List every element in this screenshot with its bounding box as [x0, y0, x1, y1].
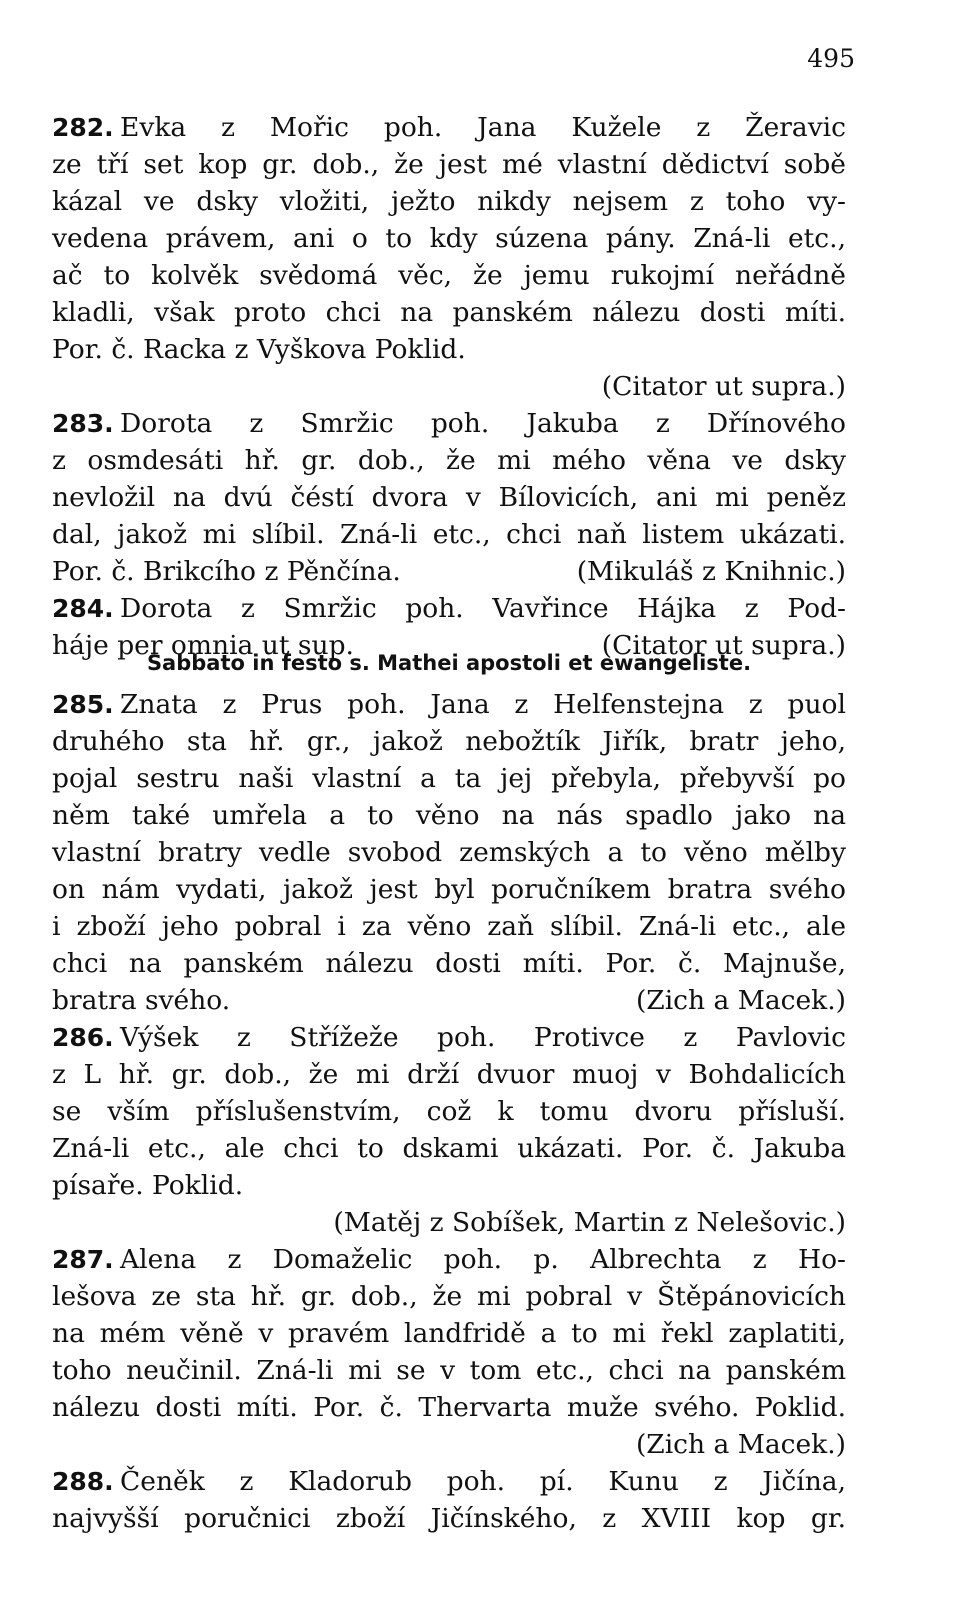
entry-282-line-6: kladli, však proto chci na panském nálezu dosti míti. — [52, 297, 846, 328]
entry-286-line-3: se vším příslušenstvím, což k tomu dvoru přísluší. — [52, 1096, 846, 1127]
entry-text: Dorota z Smržic poh. Vavřince Hájka z Pod- — [120, 593, 846, 624]
entry-number: 288. — [52, 1467, 114, 1496]
entry-285-line-9a: bratra svého. — [52, 985, 231, 1016]
entry-288-line-1 — [52, 1462, 846, 1502]
entry-286-line-5: písaře. Poklid. — [52, 1170, 244, 1201]
entry-number: 286. — [52, 1023, 114, 1052]
entry-287-line-5: nálezu dosti míti. Por. č. Thervarta muže svého. Poklid. — [52, 1392, 846, 1423]
entry-287-line-3: na mém věně v pravém landfridě a to mi řekl zaplatiti, — [52, 1318, 846, 1349]
entry-number: 284. — [52, 594, 114, 623]
entry-286-line-1 — [52, 1018, 846, 1058]
entry-282-line-5: ač to kolvěk svědomá věc, že jemu rukojmí neřádně — [52, 260, 846, 291]
entry-number: 287. — [52, 1245, 114, 1274]
entry-287-line-1 — [52, 1240, 846, 1280]
entry-text: Výšek z Střížeže poh. Protivce z Pavlovic — [120, 1022, 846, 1053]
entry-286-line-4: Zná-li etc., ale chci to dskami ukázati. Por. č. Jakuba — [52, 1133, 846, 1164]
entry-282-line-7: Por. č. Racka z Vyškova Poklid. — [52, 334, 466, 365]
entry-283-line-5a: Por. č. Brikcího z Pěnčína. — [52, 556, 401, 587]
entry-text: Znata z Prus poh. Jana z Helfenstejna z puol — [120, 689, 846, 720]
entry-285-line-5: vlastní bratry vedle svobod zemských a to věno mělby — [52, 837, 846, 868]
entry-number: 282. — [52, 113, 114, 142]
section-heading: Sabbato in festo s. Mathei apostoli et ewangeliste. — [146, 651, 752, 675]
entry-text: Evka z Mořic poh. Jana Kužele z Žeravic — [120, 112, 846, 143]
entry-284-line-2b: (Citator ut supra.) — [601, 630, 846, 661]
entry-286-line-2: z L hř. gr. dob., že mi drží dvuor muoj v Bohdalicích — [52, 1059, 846, 1090]
entry-282-citator: (Citator ut supra.) — [601, 371, 846, 402]
entry-282-line-1 — [52, 108, 846, 148]
entry-283-line-4: dal, jakož mi slíbil. Zná-li etc., chci naň listem ukázati. — [52, 519, 846, 550]
entry-285-line-4: něm také umřela a to věno na nás spadlo jako na — [52, 800, 846, 831]
entry-283-line-5b: (Mikuláš z Knihnic.) — [576, 556, 846, 587]
entry-text: Dorota z Smržic poh. Jakuba z Dřínového — [120, 408, 846, 439]
page-number: 495 — [807, 44, 855, 73]
entry-285-line-9b: (Zich a Macek.) — [635, 985, 846, 1016]
entry-number: 283. — [52, 409, 114, 438]
entry-285-line-2: druhého sta hř. gr., jakož nebožtík Jiřík, bratr jeho, — [52, 726, 846, 757]
entry-text: Čeněk z Kladorub poh. pí. Kunu z Jičína, — [120, 1466, 846, 1497]
entry-288-line-2: najvyšší poručnici zboží Jičínského, z XVIII kop gr. — [52, 1503, 846, 1534]
entry-283-line-3: nevložil na dvú čéstí dvora v Bílovicích, ani mi peněz — [52, 482, 846, 513]
entry-286-line-6: (Matěj z Sobíšek, Martin z Nelešovic.) — [333, 1207, 846, 1238]
entry-283-line-1 — [52, 404, 846, 444]
entry-287-line-2: lešova ze sta hř. gr. dob., že mi pobral v Štěpánovicích — [52, 1281, 846, 1312]
entry-285-line-8: chci na panském nálezu dosti míti. Por. č. Majnuše, — [52, 948, 846, 979]
entry-282-line-4: vedena právem, ani o to kdy súzena pány. Zná-li etc., — [52, 223, 846, 254]
entry-284-line-1 — [52, 589, 846, 629]
entry-text: Alena z Domaželic poh. p. Albrechta z Ho- — [120, 1244, 846, 1275]
entry-283-line-2: z osmdesáti hř. gr. dob., že mi mého věna ve dsky — [52, 445, 846, 476]
entry-number: 285. — [52, 690, 114, 719]
entry-285-line-7: i zboží jeho pobral i za věno zaň slíbil. Zná-li etc., ale — [52, 911, 846, 942]
entry-284-line-2a: háje per omnia ut sup. — [52, 630, 354, 661]
entry-285-line-1 — [52, 685, 846, 725]
entry-285-line-6: on nám vydati, jakož jest byl poručníkem bratra svého — [52, 874, 846, 905]
entry-287-line-4: toho neučinil. Zná-li mi se v tom etc., chci na panském — [52, 1355, 846, 1386]
entry-285-line-3: pojal sestru naši vlastní a ta jej přebyla, přebyvší po — [52, 763, 846, 794]
entry-287-line-6: (Zich a Macek.) — [635, 1429, 846, 1460]
entry-282-line-3: kázal ve dsky vložiti, ježto nikdy nejsem z toho vy- — [52, 186, 846, 217]
entry-282-line-2: ze tří set kop gr. dob., že jest mé vlastní dědictví sobě — [52, 149, 846, 180]
